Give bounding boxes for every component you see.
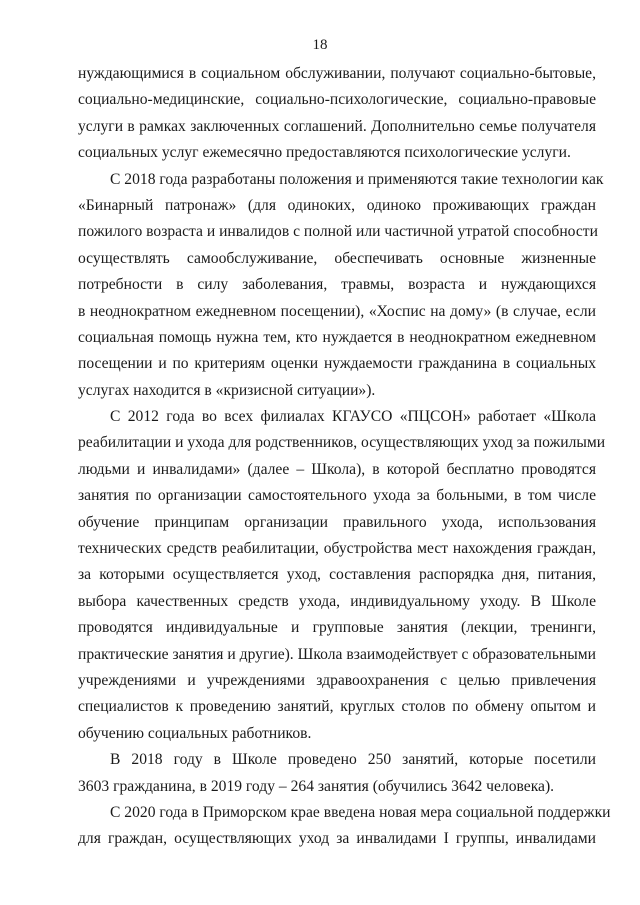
text-line: выбора качественных средств ухода, индивидуальному уходу. В Школе	[78, 592, 596, 610]
text-line: социальная помощь нужна тем, кто нуждается в неоднократном ежедневном	[78, 328, 596, 346]
text-line: в неоднократном ежедневном посещении), «Хоспис на дому» (в случае, если	[78, 302, 596, 320]
text-line: проводятся индивидуальные и групповые занятия (лекции, тренинги,	[78, 619, 596, 637]
text-line: для граждан, осуществляющих уход за инвалидами I группы, инвалидами	[78, 830, 596, 848]
text-line: пожилого возраста и инвалидов с полной или частичной утратой способности	[78, 223, 598, 241]
text-line: технических средств реабилитации, обустройства мест нахождения граждан,	[78, 540, 596, 558]
text-line: услугах находится в «кризисной ситуации»).	[78, 381, 376, 399]
text-line: специалистов к проведению занятий, круглых столов по обмену опытом и	[78, 698, 596, 716]
text-line: социальных услуг ежемесячно предоставляются психологические услуги.	[78, 144, 571, 162]
text-line: людьми и инвалидами» (далее – Школа), в которой бесплатно проводятся	[78, 460, 596, 478]
text-line: учреждениями и учреждениями здравоохранения с целью привлечения	[78, 671, 596, 689]
text-line: С 2020 года в Приморском крае введена новая мера социальной поддержки	[110, 803, 611, 821]
text-line: посещении и по критериям оценки нуждаемости гражданина в социальных	[78, 355, 596, 373]
text-line: потребности в силу заболевания, травмы, возраста и нуждающихся	[78, 276, 596, 294]
text-line: С 2018 года разработаны положения и применяются такие технологии как	[110, 170, 604, 188]
text-line: услуги в рамках заключенных соглашений. Дополнительно семье получателя	[78, 117, 596, 135]
text-line: практические занятия и другие). Школа взаимодействует с образовательными	[78, 645, 596, 663]
text-line: обучению социальных работников.	[78, 724, 312, 742]
text-line: занятия по организации самостоятельного ухода за больными, в том числе	[78, 487, 596, 505]
text-line: «Бинарный патронаж» (для одиноких, одиноко проживающих граждан	[78, 196, 596, 214]
text-line: С 2012 года во всех филиалах КГАУСО «ПЦСОН» работает «Школа	[110, 408, 596, 426]
page-number: 18	[312, 37, 328, 53]
text-line: нуждающимися в социальном обслуживании, получают социально-бытовые,	[78, 65, 596, 82]
document-body	[78, 61, 611, 853]
text-line: социально-медицинские, социально-психологические, социально-правовые	[78, 91, 596, 109]
text-line: реабилитации и ухода для родственников, осуществляющих уход за пожилыми	[78, 434, 606, 452]
text-line: обучение принципам организации правильного ухода, использования	[78, 513, 596, 531]
text-line: В 2018 году в Школе проведено 250 занятий, которые посетили	[110, 751, 596, 769]
text-line: осуществлять самообслуживание, обеспечивать основные жизненные	[78, 249, 596, 267]
text-line: 3603 гражданина, в 2019 году – 264 занятия (обучились 3642 человека).	[78, 777, 555, 795]
text-line: за которыми осуществляется уход, составления распорядка дня, питания,	[78, 566, 596, 584]
